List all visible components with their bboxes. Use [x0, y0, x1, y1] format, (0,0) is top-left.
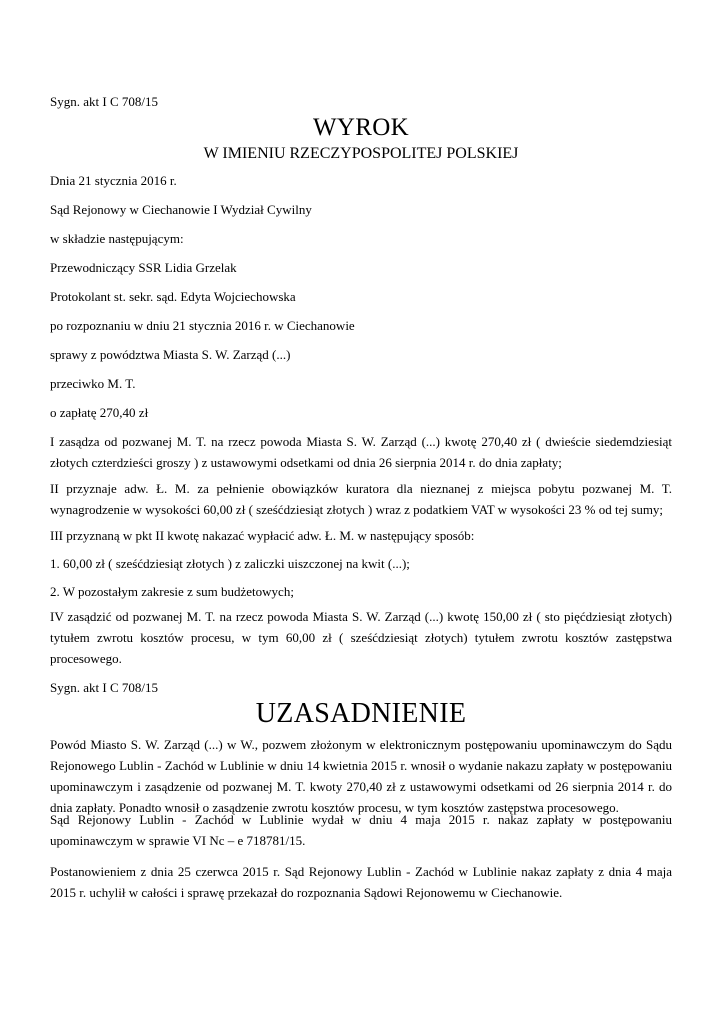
ruling-point-3: III przyznaną w pkt II kwotę nakazać wypłacić adw. Ł. M. w następujący sposób: — [50, 528, 475, 543]
verdict-title: WYROK — [313, 114, 409, 141]
ruling-point-4: IV zasądzić od pozwanej M. T. na rzecz powoda Miasta S. W. Zarząd (...) kwotę 150,00 zł ( sto pięćdziesiąt złotych) tytułem zwrotu kosztów procesu, w tym 60,00 zł ( sześćdziesiąt złotych) tytułem zwrotu kosztów zastępstwa procesowego. — [50, 609, 672, 666]
verdict-date: Dnia 21 stycznia 2016 r. — [50, 173, 177, 188]
ruling-point-1: I zasądza od pozwanej M. T. na rzecz powoda Miasta S. W. Zarząd (...) kwotę 270,40 zł ( dwieście siedemdziesiąt złotych czterdzieści groszy ) z ustawowymi odsetkami od dnia 26 sierpnia 2014 r. do dnia zapłaty; — [50, 434, 672, 470]
justification-paragraph-3: Postanowieniem z dnia 25 czerwca 2015 r. Sąd Rejonowy Lublin - Zachód w Lublinie nakaz zapłaty z dnia 4 maja 2015 r. uchylił w całości i sprawę przekazał do rozpoznania Sądowi Rejonowemu w Ciechanowie. — [50, 864, 672, 900]
court-clerk: Protokolant st. sekr. sąd. Edyta Wojciechowska — [50, 289, 296, 304]
case-signature-top: Sygn. akt I C 708/15 — [50, 94, 158, 109]
presiding-judge: Przewodniczący SSR Lidia Grzelak — [50, 260, 237, 275]
hearing-date: po rozpoznaniu w dniu 21 stycznia 2016 r. w Ciechanowie — [50, 318, 355, 333]
court-name: Sąd Rejonowy w Ciechanowie I Wydział Cywilny — [50, 202, 312, 217]
justification-paragraph-1: Powód Miasto S. W. Zarząd (...) w W., pozwem złożonym w elektronicznym postępowaniu upominawczym do Sądu Rejonowego Lublin - Zachód w Lublinie w dniu 14 kwietnia 2015 r. wnosił o wydanie nakazu zapłaty w postępowaniu upominawczym i zasądzenie od pozwanej M. T. kwoty 270,40 zł z ustawowymi odsetkami od 26 sierpnia 2014 r. do dnia zapłaty. Ponadto wnosił o zasądzenie zwrotu kosztów procesu, w tym kosztów zastępstwa procesowego. — [50, 737, 672, 815]
verdict-subtitle: W IMIENIU RZECZYPOSPOLITEJ POLSKIEJ — [203, 145, 519, 162]
defendant-line: przeciwko M. T. — [50, 376, 136, 391]
case-signature-middle: Sygn. akt I C 708/15 — [50, 680, 158, 695]
justification-paragraph-2: Sąd Rejonowy Lublin - Zachód w Lublinie wydał w dniu 4 maja 2015 r. nakaz zapłaty w postępowaniu upominawczym w sprawie VI Nc – e 718781/15. — [50, 812, 672, 848]
claim-subject: o zapłatę 270,40 zł — [50, 405, 149, 420]
ruling-subpoint-2: 2. W pozostałym zakresie z sum budżetowych; — [50, 584, 294, 599]
plaintiff-line: sprawy z powództwa Miasta S. W. Zarząd (...) — [50, 347, 291, 362]
ruling-point-2: II przyznaje adw. Ł. M. za pełnienie obowiązków kuratora dla nieznanej z miejsca pobytu pozwanej M. T. wynagrodzenie w wysokości 60,00 zł ( sześćdziesiąt złotych ) wraz z podatkiem VAT w wysokości 23 % od tej sumy; — [50, 481, 672, 517]
panel-intro: w składzie następującym: — [50, 231, 184, 246]
ruling-subpoint-1: 1. 60,00 zł ( sześćdziesiąt złotych ) z zaliczki uiszczonej na kwit (...); — [50, 556, 410, 571]
justification-title: UZASADNIENIE — [255, 698, 467, 729]
